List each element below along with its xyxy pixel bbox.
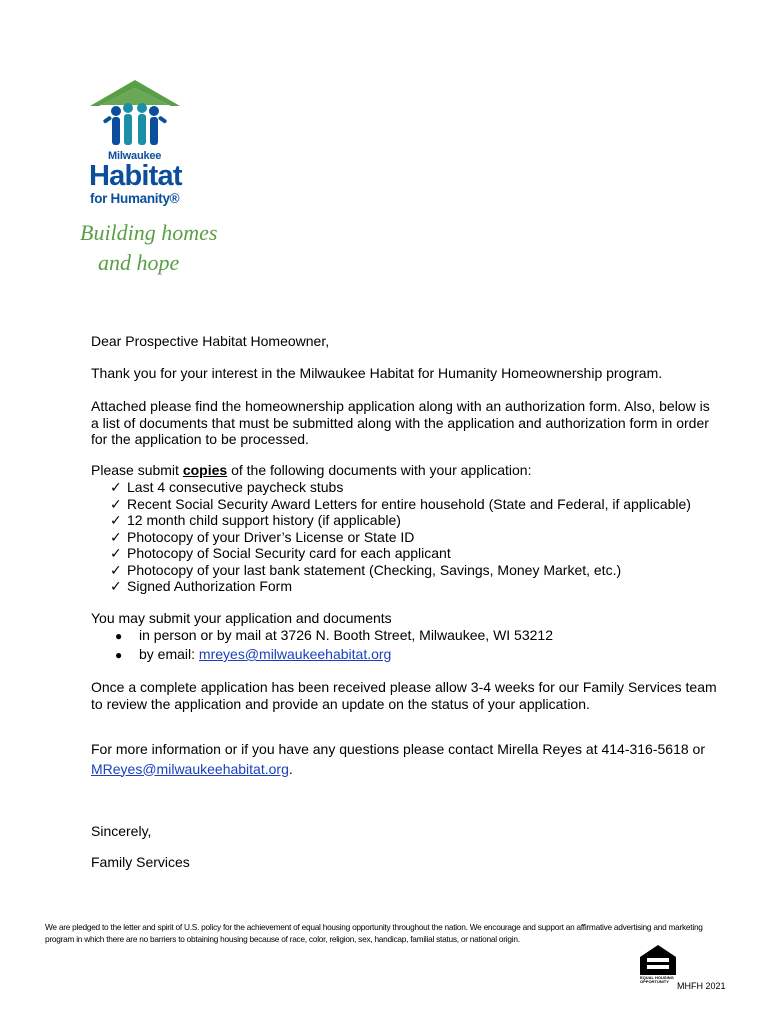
checkmark-icon: ✓ bbox=[110, 578, 122, 594]
logo-tagline-1: Building homes bbox=[80, 220, 218, 245]
list-item bbox=[115, 646, 553, 665]
bullet-icon: ● bbox=[115, 648, 123, 662]
may-submit-intro: You may submit your application and documents bbox=[91, 610, 392, 626]
bullet-icon: ● bbox=[115, 629, 123, 643]
email-option-prefix: by email: bbox=[139, 646, 199, 662]
greeting: Dear Prospective Habitat Homeowner, bbox=[91, 333, 330, 349]
checkmark-icon: ✓ bbox=[110, 561, 122, 578]
checklist-item-label: Signed Authorization Form bbox=[127, 578, 292, 594]
equal-housing-policy: We are pledged to the letter and spirit of U.S. policy for the achievement of equal housing opportunity throughout the nation. We encourage and support an affirmative advertising and marketing program in which there are no barriers to obtaining housing because of race, color, religion, sex, handicap, familial status, or national origin. bbox=[45, 922, 703, 944]
eho-label: EQUAL HOUSING OPPORTUNITY bbox=[640, 975, 674, 984]
signature: Family Services bbox=[91, 854, 190, 870]
closing: Sincerely, bbox=[91, 823, 152, 839]
contact-end: . bbox=[288, 760, 293, 777]
attached-paragraph: Attached please find the homeownership application along with an authorization form. Also, below is a list of documents that must be submitted along with the application and authorization form in order for the application to be processed. bbox=[91, 398, 710, 447]
checklist-item-label: Last 4 consecutive paycheck stubs bbox=[127, 479, 344, 495]
list-item bbox=[110, 562, 691, 579]
checkmark-icon: ✓ bbox=[110, 479, 122, 495]
checkmark-icon: ✓ bbox=[110, 528, 122, 545]
logo-suffix: for Humanity® bbox=[90, 191, 180, 206]
thanks-paragraph: Thank you for your interest in the Milwaukee Habitat for Humanity Homeownership program. bbox=[91, 365, 663, 381]
submit-prefix: Please submit bbox=[91, 462, 183, 478]
contact-email-link[interactable]: MReyes@milwaukeehabitat.org bbox=[91, 760, 289, 777]
in-person-option: in person or by mail at 3726 N. Booth Street, Milwaukee, WI 53212 bbox=[139, 627, 553, 643]
list-item bbox=[110, 545, 691, 562]
checklist-item-label: Recent Social Security Award Letters for entire household (State and Federal, if applicable) bbox=[127, 495, 691, 512]
list-item bbox=[110, 578, 691, 595]
copies-emphasis: copies bbox=[182, 462, 228, 478]
review-paragraph: Once a complete application has been received please allow 3-4 weeks for our Family Services team to review the application and provide an update on the status of your application. bbox=[91, 679, 717, 712]
habitat-logo bbox=[80, 78, 218, 293]
list-item bbox=[110, 496, 691, 513]
logo-city: Milwaukee bbox=[108, 150, 162, 162]
list-item bbox=[110, 529, 691, 546]
logo-name: Habitat bbox=[89, 160, 182, 192]
email-link[interactable]: mreyes@milwaukeehabitat.org bbox=[198, 646, 392, 662]
checklist-item-label: Photocopy of Social Security card for each applicant bbox=[127, 545, 451, 561]
list-item bbox=[110, 479, 691, 496]
checkmark-icon: ✓ bbox=[110, 495, 122, 512]
list-item bbox=[110, 512, 691, 529]
contact-paragraph bbox=[91, 740, 731, 779]
submit-suffix: of the following documents with your application: bbox=[227, 462, 532, 478]
submission-options bbox=[115, 627, 553, 665]
checklist-item-label: 12 month child support history (if applicable) bbox=[127, 512, 401, 528]
checklist-item-label: Photocopy of your Driver’s License or State ID bbox=[127, 528, 415, 545]
document-code: MHFH 2021 bbox=[677, 981, 726, 991]
checkmark-icon: ✓ bbox=[110, 512, 122, 528]
checkmark-icon: ✓ bbox=[110, 545, 122, 561]
checklist-item-label: Photocopy of your last bank statement (Checking, Savings, Money Market, etc.) bbox=[127, 561, 622, 578]
submit-intro bbox=[91, 462, 531, 479]
habitat-house-people-icon bbox=[85, 78, 185, 156]
logo-tagline-2: and hope bbox=[98, 250, 180, 275]
list-item bbox=[115, 627, 553, 646]
document-checklist bbox=[110, 479, 691, 595]
contact-text: For more information or if you have any questions please contact Mirella Reyes at 414-316-5618 or bbox=[91, 741, 705, 757]
